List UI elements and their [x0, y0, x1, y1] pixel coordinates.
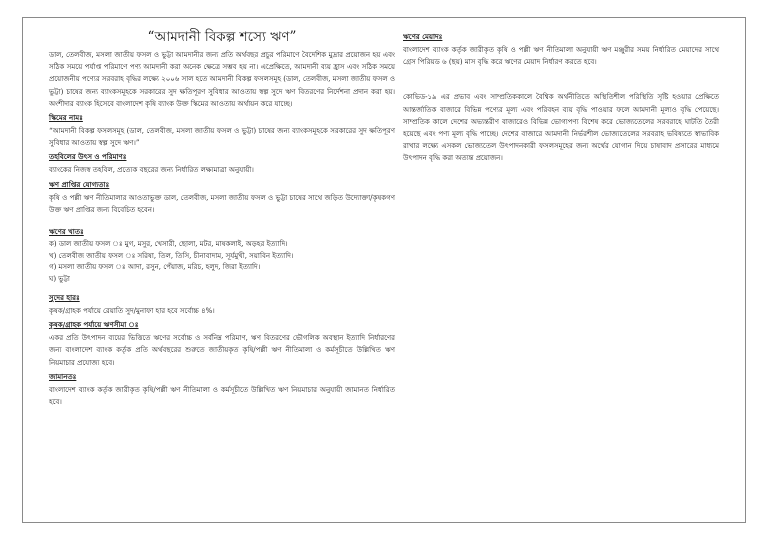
left-column: [49, 18, 395, 411]
sector-item-pulses: ক) ডাল জাতীয় ফসল ঃ মুগ, মসুর, খেসারী, ছোলা, মটর, মাষকলাই, অড়হর ইত্যাদি।: [49, 240, 288, 249]
eligibility-paragraph: কৃষি ও পল্লী ঋণ নীতিমালার আওতাভুক্ত ডাল, তেলবীজ, মসলা জাতীয় ফসল ও ভুট্টা চাষের সাথে জড়িত উদ্যোক্তা/কৃষকগণ উক্ত ঋণ প্রাপ্তির জন্য বিবেচিত হবেন।: [49, 193, 395, 214]
collateral-paragraph: বাংলাদেশ ব্যাংক কর্তৃক জারীকৃত কৃষি/পল্লী ঋণ নীতিমালা ও কর্মসূচীতে উল্লিখিত ঋণ নিয়মাচার অনুযায়ী জামানত নির্ধারিত হবে।: [49, 385, 395, 407]
scheme-paragraph: “আমদানী বিকল্প ফসলসমূহ (ডাল, তেলবীজ, মসলা জাতীয় ফসল ও ভুট্টা) চাষের জন্য ব্যাংকসমূহকে সরকারের সুদ ক্ষতিপূরণ সুবিধার আওতায় স্বল্প সুদে ঋণ।”: [49, 127, 395, 148]
interest-rate-heading: সুদের হারঃ: [49, 294, 80, 303]
loan-term-paragraph: বাংলাদেশ ব্যাংক কর্তৃক জারীকৃত কৃষি ও পল্লী ঋণ নীতিমালা অনুযায়ী ঋণ মঞ্জুরীর সময় নির্ধারিত মেয়াদের সাথে গ্রেস পিরিয়ড ৬ (ছয়) মাস বৃদ্ধি করে ঋণের মেয়াদ নির্ধারণ করতে হবে।: [403, 46, 719, 67]
eligibility-heading: ঋণ প্রাপ্তির যোগ্যতাঃ: [49, 180, 110, 189]
loan-limit-heading: কৃষক/গ্রাহক পর্যায়ে ঋণসীমা ঃ: [49, 321, 139, 330]
document-page: [22, 17, 746, 523]
intro-paragraph: ডাল, তেলবীজ, মসলা জাতীয় ফসল ও ভুট্টা আমদানীর জন্য প্রতি অর্থবছর প্রচুর পরিমাণে বৈদেশিক মুদ্রার প্রয়োজন হয় এবং সঠিক সময়ে পর্যাপ্ত পরিমাণে পণ্য আমদানী করা অনেক ক্ষেত্রে সম্ভব হয় না। এপ্রেক্ষিতে, আমদানী ব্যয় হ্রাস এবং সঠিক সময়ে প্রয়োজনীয় পণ্যের সরবরাহ বৃদ্ধির লক্ষ্যে ২০০৬ সাল হতে আমদানী বিকল্প ফসলসমূহ (ডাল, তেলবীজ, মসলা জাতীয় ফসল ও ভুট্টা) চাষের জন্য ব্যাংকসমূহকে সরকারের সুদ ক্ষতিপূরণ সুবিধার আওতায় স্বল্প সুদে ঋণ বিতরণের নির্দেশনা প্রদান করা হয়। অংশীদার ব্যাংক হিসেবে বাংলাদেশ কৃষি ব্যাংক উক্ত স্কিমের আওতায় অর্থায়ন করে যাচ্ছে।: [49, 51, 395, 108]
sector-item-maize: ঘ) ভুট্টা: [49, 274, 70, 283]
fund-paragraph: ব্যাংকের নিজস্ব তহবিল, প্রত্যেক বছরের জন্য নির্ধারিত লক্ষ্যমাত্রা অনুযায়ী।: [49, 166, 254, 175]
spacer: [49, 285, 395, 291]
loan-limit-paragraph: একর প্রতি উৎপাদন ব্যয়ের ভিত্তিতে ঋণের সর্বোচ্চ ও সর্বনিম্ন পরিমাণ, ঋণ বিতরণের ভৌগলিক অবস্থান ইত্যাদি নির্ধারণের জন্য বাংলাদেশ ব্যাংক কর্তৃক প্রতি অর্থবছরের শুরুতে জাতীয়কৃত কৃষি/পল্লী ঋণ নীতিমালা ও কর্মসূচীতে উল্লিখিত ঋণ নিয়মাচার প্রযোজ্য হবে।: [49, 334, 395, 367]
interest-rate-paragraph: কৃষক/গ্রাহক পর্যায়ে রেয়াতি সুদ/মুনাফা হার হবে সর্বোচ্চ ৪%।: [49, 307, 215, 316]
document-title: “আমদানী বিকল্প শস্যে ঋণ”: [147, 29, 297, 45]
spacer: [403, 71, 719, 81]
loan-term-heading: ঋণের মেয়াদঃ: [403, 33, 443, 41]
right-column: [403, 18, 719, 168]
sector-heading: ঋণের খাতঃ: [49, 228, 84, 237]
spacer: [403, 81, 719, 91]
scheme-heading: স্কিমের নামঃ: [49, 114, 83, 123]
sector-item-oilseeds: খ) তেলবীজ জাতীয় ফসল ঃ সরিষা, তিল, তিসি, চীনাবাদাম, সূর্যমুখী, সয়াবিন ইত্যাদি।: [49, 251, 294, 260]
fund-heading: তহবিলের উৎস ও পরিমাণঃ: [49, 153, 127, 162]
spacer: [49, 219, 395, 225]
covid-paragraph: কোভিড-১৯ এর প্রভাব এবং সাম্প্রতিককালে বৈশ্বিক অর্থনীতিতে অস্থিতিশীল পরিস্থিতি সৃষ্টি হওয়ার প্রেক্ষিতে আন্তর্জাতিক বাজারে বিভিন্ন পণ্যের মূল্য এবং পরিবহন ব্যয় বৃদ্ধি পাওয়ার ফলে আমদানী মূল্যও বৃদ্ধি পেয়েছে। সাম্প্রতিক কালে দেশের অভ্যন্তরীণ বাজারেও বিভিন্ন ভোগ্যপণ্য বিশেষ করে ভোজ্যতেলের সরবরাহে ঘাটতি তৈরী হয়েছে এবং পণ্য মূল্য বৃদ্ধি পাচ্ছে। দেশের বাজারে আমদানী নির্ভরশীল ভোজ্যতেলের সরবরাহ ভবিষ্যতে স্বাভাবিক রাখার লক্ষ্যে এসকল ভোজ্যতেল উৎপাদনকারী ফসলসমূহের জন্য অর্থের যোগান দিয়ে চাষাবাদ প্রসারের মাধ্যমে উৎপাদন বৃদ্ধি করা অত্যন্ত প্রয়োজন।: [403, 93, 719, 163]
sector-item-spices: গ) মসলা জাতীয় ফসল ঃ আদা, রসুন, পেঁয়াজ, মরিচ, হলুদ, জিরা ইত্যাদি।: [49, 263, 261, 272]
collateral-heading: জামানতঃ: [49, 372, 77, 381]
